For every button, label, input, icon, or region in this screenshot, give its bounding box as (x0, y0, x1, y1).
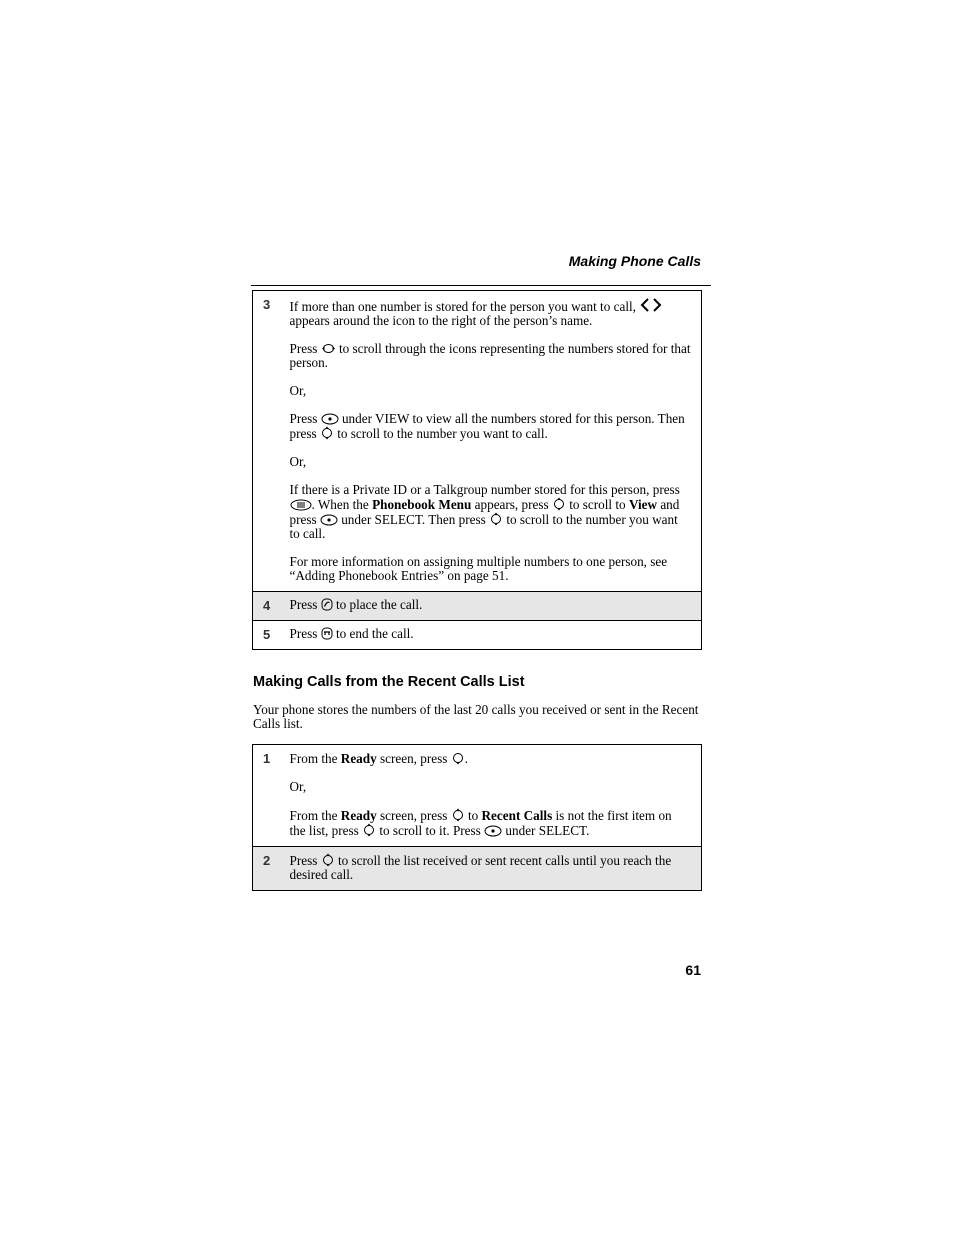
step-paragraph: If there is a Private ID or a Talkgroup number stored for this person, press . When the Phonebook Menu appears, press to scroll to View and press under SELECT. Then press to scroll to the number you want to call. (289, 482, 680, 541)
step-row-5 (253, 621, 702, 650)
step-row-4 (253, 592, 702, 621)
step-text (290, 291, 702, 592)
step-paragraph: From the Ready screen, press to Recent Calls is not the first item on the list, press to scroll to it. Press under SELECT. (289, 808, 672, 838)
step-or: Or, (289, 454, 307, 469)
navigation-key-down-icon (451, 751, 465, 765)
section-intro: Your phone stores the numbers of the last 20 calls you received or sent in the Recent Calls list. (253, 702, 699, 731)
page-number: 61 (685, 962, 701, 978)
step-row-2 (253, 847, 702, 891)
angle-brackets-icon (639, 297, 663, 313)
navigation-key-up-down-icon (489, 512, 503, 526)
step-text (290, 745, 702, 847)
step-or: Or, (289, 779, 307, 794)
step-or: Or, (289, 383, 307, 398)
step-number: 3 (253, 291, 290, 592)
header-rule (251, 285, 711, 286)
steps-table-2 (252, 744, 702, 891)
steps-table-1 (252, 290, 702, 650)
running-head-title: Making Phone Calls (568, 253, 701, 269)
step-paragraph: From the Ready screen, press . (289, 751, 468, 766)
navigation-key-left-right-icon (321, 342, 336, 355)
step-row-1 (253, 745, 702, 847)
step-number: 5 (253, 621, 290, 650)
end-key-icon (321, 627, 333, 640)
menu-key-icon (290, 499, 312, 511)
send-key-icon (321, 598, 333, 611)
navigation-key-up-down-icon (451, 808, 465, 822)
step-paragraph: If more than one number is stored for the person you want to call, appears around the icon to the right of the person’s name. (290, 297, 692, 328)
option-key-icon (484, 825, 502, 837)
navigation-key-up-down-icon (321, 853, 335, 867)
step-paragraph: Press under VIEW to view all the numbers stored for this person. Then press to scroll to the number you want to call. (289, 411, 685, 441)
step-number: 4 (253, 592, 290, 621)
step-number: 2 (253, 847, 290, 891)
step-number: 1 (253, 745, 290, 847)
step-paragraph: Press to scroll through the icons representing the numbers stored for that person. (289, 341, 691, 370)
option-key-icon (320, 514, 338, 526)
option-key-icon (321, 413, 339, 425)
navigation-key-up-down-icon (552, 497, 566, 511)
navigation-key-up-down-icon (362, 823, 376, 837)
step-text: Press to place the call. (290, 592, 702, 621)
step-text: Press to scroll the list received or sent recent calls until you reach the desired call. (290, 847, 702, 891)
section-heading: Making Calls from the Recent Calls List (253, 674, 525, 690)
navigation-key-up-down-icon (320, 426, 334, 440)
step-text: Press to end the call. (290, 621, 702, 650)
step-paragraph: For more information on assigning multiple numbers to one person, see “Adding Phonebook Entries” on page 51. (289, 554, 668, 583)
step-row-3 (253, 291, 702, 592)
